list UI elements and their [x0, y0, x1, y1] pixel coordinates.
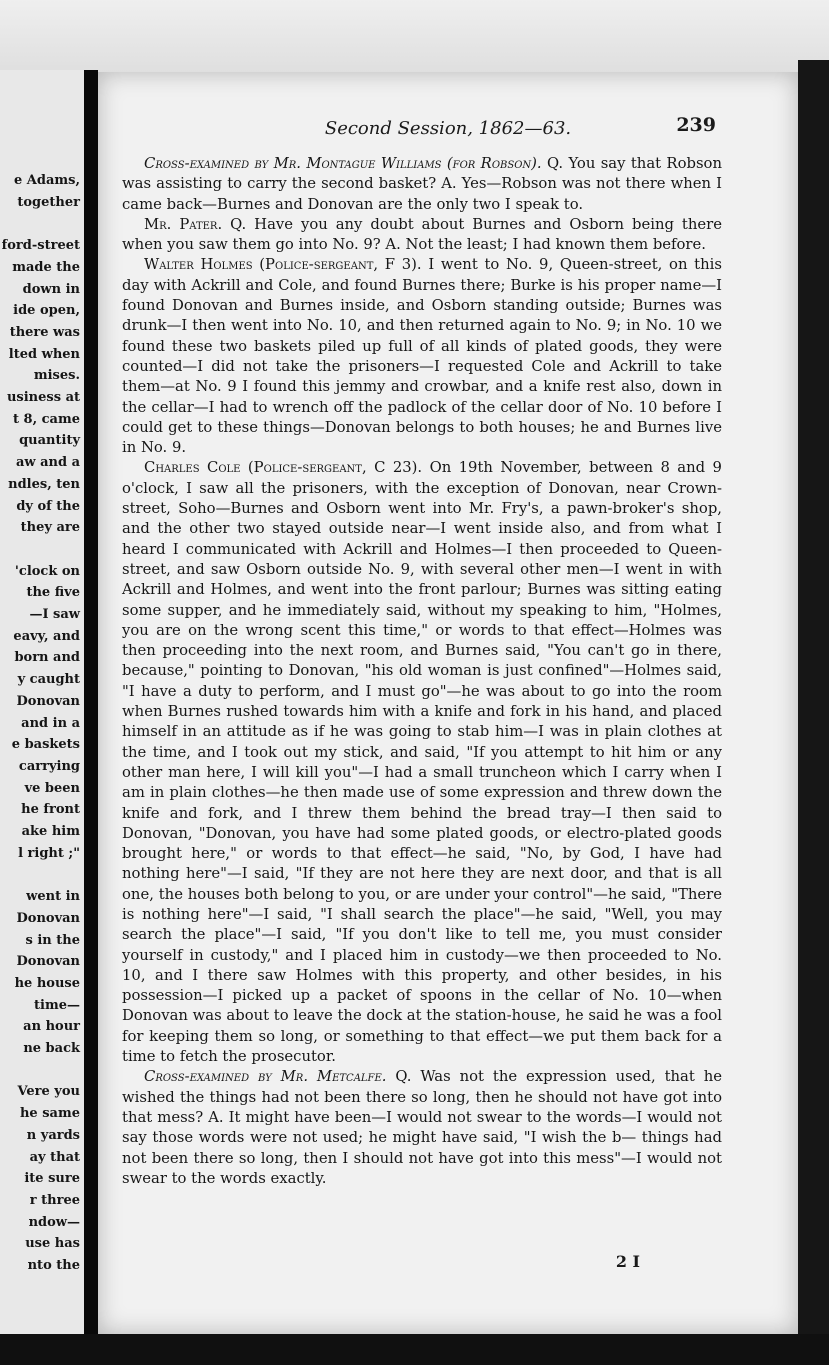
right-page — [98, 72, 798, 1334]
speaker-lead: Mr. Pater. — [144, 215, 223, 233]
left-page-line: use has — [25, 1236, 80, 1252]
left-page-line: ndow— — [28, 1214, 80, 1230]
left-page-line: down in — [22, 281, 80, 297]
left-page-line: ide open, — [13, 303, 80, 319]
paragraph-text: Q. Was not the expression used, that he wished the things had not been there so long, then he should not have got into that mess? A. It might have been—I would not swear to the words—I would not say those words were not used; he might have said, "I wish the b— things had not been there so long, then I should not have got into this mess"—I would not swear to the words exactly. — [122, 1068, 722, 1187]
page-number: 239 — [676, 114, 716, 136]
left-page-line: he same — [19, 1106, 80, 1122]
left-page-line: e baskets — [11, 737, 80, 753]
left-page-line: dy of the — [16, 498, 80, 514]
left-page-line: ite sure — [24, 1171, 80, 1187]
left-page-line: went in — [26, 889, 80, 905]
paragraph — [122, 215, 722, 256]
left-page-line: —I saw — [29, 607, 80, 622]
paragraph-text: On 19th November, between 8 and 9 o'clock, I saw all the prisoners, with the exception of Donovan, near Crown-street, Soho—Burnes and Osborn went into Mr. Fry's, a pawn-broker's shop, and the other two stayed outside near—I went inside also, and from what I heard I communicated with Ackrill and Holmes—I then proceeded to Queen-street, and saw Osborn outside No. 9, with several other men—I went in with Ackrill and Holmes, and went into the front parlour; Burnes was sitting eating some supper, and he immediately said, without my speaking to him, "Holmes, you are on the wrong scent this time," or words to that effect—Holmes was then proceeding into the next room, and Burnes said, "You can't go in there, because," pointing to Donovan, "his old woman is just confined"—Holmes said, "I have a duty to perform, and I must go"—he was about to go into the room when Burnes rushed towards him with a knife and fork in his hand, and placed himself in an attitude as if he was going to stab him—I was in plain clothes at the time, and I took out my stick, and said, "If you attempt to hit him or any other man here, I will kill you"—I had a small truncheon which I carry when I am in plain clothes—he then made use of some expression and threw down the knife and fork, and I threw them behind the bread tray—I then said to Donovan, "Donovan, you have had some plated goods, or electro-plated goods brought here," or words to that effect—he said, "No, by God, I have had nothing here"—I said, "If they are not here they are next door, and that is all one, the houses both belong to you, or are under your control"—he said, "There is nothing here"—I said, "I shall search the place"—he said, "Well, you may search the place"—I said, "If you don't like to tell me, you must consider yourself in custody," and I placed him in custody—we then proceeded to No. 10, and I there saw Holmes with this property, and other besides, in his possession—I picked up a packet of spoons in the cellar of No. 10—when Donovan was about to leave the dock at the station-house, he said he was a fool for keeping them so long, or something to that effect—we put them back for a time to fetch the prosecutor. — [122, 459, 723, 1066]
left-page-line: eavy, and — [13, 628, 80, 644]
left-page-line: Donovan — [16, 954, 80, 970]
left-page-line: the five — [26, 585, 80, 601]
left-page-line: and in a — [21, 715, 80, 731]
witness-lead: Walter Holmes (Police-sergeant, F 3). — [144, 256, 422, 274]
left-page-line: Donovan — [16, 910, 80, 926]
left-page-line: ford-street — [1, 238, 80, 254]
left-page-line: l right ;" — [18, 845, 80, 861]
left-page-line: nto the — [27, 1258, 80, 1273]
left-page-line: ndles, ten — [8, 476, 80, 492]
left-page-line: lted when — [8, 346, 80, 362]
left-page-line: there was — [9, 324, 80, 340]
left-page-line: n yards — [26, 1127, 80, 1143]
left-page-fragment — [0, 70, 90, 1340]
left-page-line: Donovan — [16, 693, 80, 709]
left-page-line: quantity — [19, 433, 80, 449]
left-page-line: born and — [14, 650, 80, 666]
left-page-line: y caught — [17, 672, 80, 688]
left-page-line: an hour — [23, 1019, 80, 1035]
paragraph-text: I went to No. 9, Queen-street, on this day with Ackrill and Cole, and found Burnes there; Burke is his proper name—I found Donovan and Burnes inside, and Osborn standing outside; Burnes was drunk—I then went into No. 10, and then returned again to No. 9; in No. 10 we found these two baskets piled up full of all kinds of plated goods, they were counted—I did not take the prisoners—I requested Cole and Ackrill to take them—at No. 9 I found this jemmy and crowbar, and a knife rest also, down in the cellar—I had to wrench off the padlock of the cellar door of No. 10 before I could get to these things—Donovan belongs to both houses; he and Burnes live in No. 9. — [122, 256, 722, 457]
left-page-line: he house — [14, 975, 80, 991]
left-page-line: they are — [20, 520, 80, 536]
speaker-lead: Cross-examined by Mr. Montague Williams (for Robson). — [144, 155, 542, 172]
speaker-lead: Cross-examined by Mr. Metcalfe. — [144, 1068, 387, 1086]
left-page-line: together — [17, 194, 80, 210]
left-page-line: r three — [29, 1192, 80, 1208]
left-page-line: made the — [12, 259, 80, 275]
bottom-edge — [0, 1334, 829, 1365]
left-page-line: ay that — [29, 1149, 80, 1165]
left-page-line: s in the — [25, 932, 80, 948]
witness-lead: Charles Cole (Police-sergeant, C 23). — [144, 459, 423, 477]
left-page-line: t 8, came — [13, 411, 80, 427]
left-page-line: ve been — [24, 780, 80, 796]
left-page-line: ne back — [23, 1041, 80, 1056]
left-page-line: 'clock on — [14, 563, 80, 579]
paragraph-text: Q. You say that Robson was assisting to carry the second basket? A. Yes—Robson was not there when I came back—Burnes and Donovan are the only two I speak to. — [122, 155, 722, 213]
left-page-line: usiness at — [6, 390, 80, 405]
signature-mark: 2 I — [615, 1252, 640, 1271]
left-page-line: mises. — [33, 368, 80, 384]
left-page-line: Vere you — [17, 1084, 80, 1100]
body-text — [122, 154, 722, 1189]
left-page-line: he front — [21, 802, 80, 818]
book-gutter — [84, 70, 98, 1350]
left-page-line: e Adams, — [14, 173, 80, 188]
left-page-line: aw and a — [15, 455, 80, 471]
paragraph — [122, 458, 722, 1067]
left-page-line: time— — [34, 997, 80, 1013]
paragraph — [122, 1067, 722, 1189]
running-head: Second Session, 1862—63. — [324, 118, 572, 139]
left-page-line: ake him — [21, 824, 80, 839]
paragraph — [122, 255, 722, 458]
paragraph-text: Q. Have you any doubt about Burnes and Osborn being there when you saw them go into No. 9? A. Not the least; I had known them before. — [122, 215, 722, 254]
left-page-line: carrying — [18, 758, 80, 774]
right-edge — [798, 60, 829, 1365]
paragraph — [122, 154, 722, 215]
